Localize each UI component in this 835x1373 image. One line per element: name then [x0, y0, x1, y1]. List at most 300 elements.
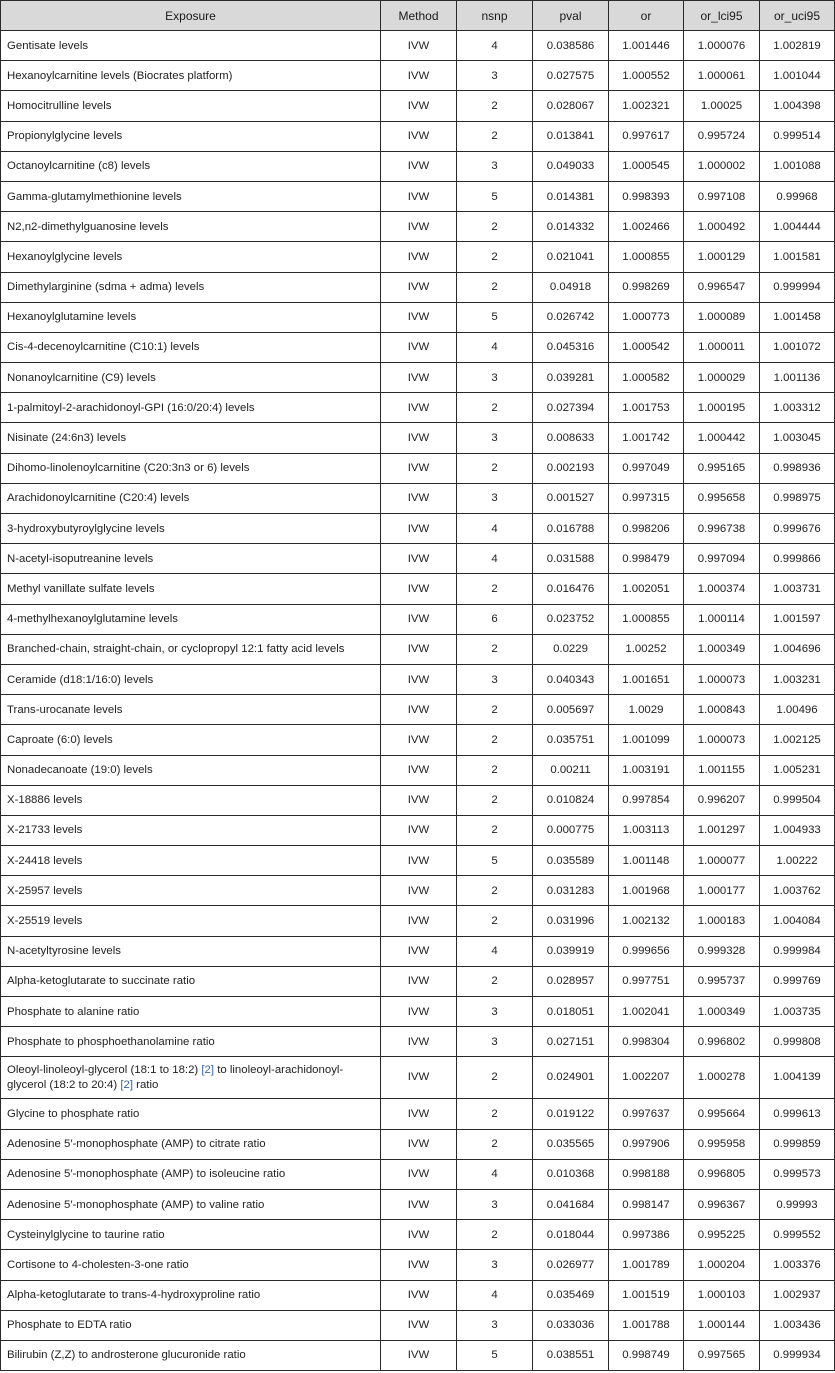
or-uci95-cell: 1.004084 — [760, 906, 835, 936]
pval-cell: 0.031996 — [533, 906, 609, 936]
method-cell: IVW — [381, 664, 457, 694]
or-cell: 0.999656 — [609, 936, 684, 966]
or-cell: 1.002321 — [609, 91, 684, 121]
table-row — [1, 846, 835, 876]
pval-cell: 0.028067 — [533, 91, 609, 121]
table-row — [1, 815, 835, 845]
exposure-cell: Adenosine 5′-monophosphate (AMP) to citrate ratio — [1, 1129, 381, 1159]
method-cell: IVW — [381, 846, 457, 876]
or-uci95-cell: 1.001088 — [760, 151, 835, 181]
or-uci95-cell: 0.999514 — [760, 121, 835, 151]
nsnp-cell: 2 — [457, 393, 533, 423]
or-cell: 1.00252 — [609, 634, 684, 664]
pval-cell: 0.033036 — [533, 1310, 609, 1340]
or-lci95-cell: 0.996547 — [684, 272, 760, 302]
nsnp-cell: 2 — [457, 906, 533, 936]
exposure-cell: Arachidonoylcarnitine (C20:4) levels — [1, 483, 381, 513]
or-cell: 1.002041 — [609, 997, 684, 1027]
nsnp-cell: 2 — [457, 876, 533, 906]
pval-cell: 0.014381 — [533, 181, 609, 211]
nsnp-cell: 2 — [457, 91, 533, 121]
method-cell: IVW — [381, 966, 457, 996]
pval-cell: 0.021041 — [533, 242, 609, 272]
pval-cell: 0.010824 — [533, 785, 609, 815]
pval-cell: 0.005697 — [533, 695, 609, 725]
or-cell: 1.000855 — [609, 604, 684, 634]
or-lci95-cell: 0.995225 — [684, 1220, 760, 1250]
or-uci95-cell: 1.001458 — [760, 302, 835, 332]
table-row — [1, 604, 835, 634]
or-lci95-cell: 1.000195 — [684, 393, 760, 423]
method-cell: IVW — [381, 151, 457, 181]
nsnp-cell: 2 — [457, 272, 533, 302]
table-row — [1, 1220, 835, 1250]
method-cell: IVW — [381, 695, 457, 725]
nsnp-cell: 3 — [457, 483, 533, 513]
nsnp-cell: 3 — [457, 1027, 533, 1057]
table-row — [1, 785, 835, 815]
or-cell: 0.997751 — [609, 966, 684, 996]
method-cell: IVW — [381, 815, 457, 845]
nsnp-cell: 3 — [457, 664, 533, 694]
or-uci95-cell: 1.001136 — [760, 363, 835, 393]
reference-link[interactable]: [2] — [120, 1078, 134, 1091]
table-row — [1, 1340, 835, 1370]
or-lci95-cell: 1.000011 — [684, 332, 760, 362]
table-row — [1, 121, 835, 151]
nsnp-cell: 4 — [457, 332, 533, 362]
exposure-cell: 4-methylhexanoylglutamine levels — [1, 604, 381, 634]
table-row — [1, 1280, 835, 1310]
or-cell: 1.002466 — [609, 212, 684, 242]
nsnp-cell: 3 — [457, 151, 533, 181]
or-lci95-cell: 1.000204 — [684, 1250, 760, 1280]
exposure-cell: Phosphate to alanine ratio — [1, 997, 381, 1027]
or-cell: 1.001148 — [609, 846, 684, 876]
method-cell: IVW — [381, 272, 457, 302]
nsnp-cell: 4 — [457, 31, 533, 61]
or-uci95-cell: 1.004139 — [760, 1057, 835, 1099]
or-uci95-cell: 1.001072 — [760, 332, 835, 362]
pval-cell: 0.019122 — [533, 1099, 609, 1129]
exposure-cell: Ceramide (d18:1/16:0) levels — [1, 664, 381, 694]
method-cell: IVW — [381, 906, 457, 936]
pval-cell: 0.038551 — [533, 1340, 609, 1370]
or-lci95-cell: 0.995724 — [684, 121, 760, 151]
or-uci95-cell: 1.003312 — [760, 393, 835, 423]
or-lci95-cell: 1.000492 — [684, 212, 760, 242]
method-cell: IVW — [381, 544, 457, 574]
or-lci95-cell: 1.000843 — [684, 695, 760, 725]
exposure-cell: Alpha-ketoglutarate to trans-4-hydroxyproline ratio — [1, 1280, 381, 1310]
exposure-cell: Octanoylcarnitine (c8) levels — [1, 151, 381, 181]
or-cell: 0.998749 — [609, 1340, 684, 1370]
method-cell: IVW — [381, 604, 457, 634]
pval-cell: 0.027151 — [533, 1027, 609, 1057]
exposure-cell: 1-palmitoyl-2-arachidonoyl-GPI (16:0/20:4) levels — [1, 393, 381, 423]
or-lci95-cell: 0.995737 — [684, 966, 760, 996]
table-row — [1, 876, 835, 906]
or-uci95-cell: 1.001597 — [760, 604, 835, 634]
header-row — [1, 1, 835, 31]
table-row — [1, 634, 835, 664]
or-cell: 1.001788 — [609, 1310, 684, 1340]
table-row — [1, 574, 835, 604]
exposure-cell: Dimethylarginine (sdma + adma) levels — [1, 272, 381, 302]
or-lci95-cell: 1.000073 — [684, 725, 760, 755]
col-header-or: or — [609, 1, 684, 31]
pval-cell: 0.040343 — [533, 664, 609, 694]
or-lci95-cell: 1.000103 — [684, 1280, 760, 1310]
nsnp-cell: 3 — [457, 363, 533, 393]
method-cell: IVW — [381, 1159, 457, 1189]
exposure-cell: Caproate (6:0) levels — [1, 725, 381, 755]
method-cell: IVW — [381, 1340, 457, 1370]
or-cell: 0.998304 — [609, 1027, 684, 1057]
exposure-cell: Cis-4-decenoylcarnitine (C10:1) levels — [1, 332, 381, 362]
pval-cell: 0.035751 — [533, 725, 609, 755]
col-header-nsnp: nsnp — [457, 1, 533, 31]
or-uci95-cell: 1.004444 — [760, 212, 835, 242]
method-cell: IVW — [381, 634, 457, 664]
table-row — [1, 755, 835, 785]
exposure-cell: 3-hydroxybutyroylglycine levels — [1, 514, 381, 544]
or-cell: 1.001519 — [609, 1280, 684, 1310]
table-row — [1, 664, 835, 694]
or-uci95-cell: 1.00496 — [760, 695, 835, 725]
pval-cell: 0.039281 — [533, 363, 609, 393]
or-uci95-cell: 1.003436 — [760, 1310, 835, 1340]
or-lci95-cell: 1.000442 — [684, 423, 760, 453]
pval-cell: 0.041684 — [533, 1189, 609, 1219]
or-cell: 0.997049 — [609, 453, 684, 483]
or-cell: 1.000582 — [609, 363, 684, 393]
pval-cell: 0.024901 — [533, 1057, 609, 1099]
nsnp-cell: 5 — [457, 302, 533, 332]
or-cell: 0.997617 — [609, 121, 684, 151]
or-lci95-cell: 0.996805 — [684, 1159, 760, 1189]
col-header-or-uci95: or_uci95 — [760, 1, 835, 31]
nsnp-cell: 6 — [457, 604, 533, 634]
or-cell: 1.001099 — [609, 725, 684, 755]
or-uci95-cell: 1.003735 — [760, 997, 835, 1027]
nsnp-cell: 3 — [457, 997, 533, 1027]
reference-link[interactable]: [2] — [201, 1063, 215, 1076]
nsnp-cell: 3 — [457, 1250, 533, 1280]
pval-cell: 0.018051 — [533, 997, 609, 1027]
exposure-cell: Phosphate to phosphoethanolamine ratio — [1, 1027, 381, 1057]
or-cell: 1.001651 — [609, 664, 684, 694]
exposure-cell: Nonadecanoate (19:0) levels — [1, 755, 381, 785]
or-uci95-cell: 1.004398 — [760, 91, 835, 121]
table-row — [1, 1099, 835, 1129]
method-cell: IVW — [381, 1129, 457, 1159]
or-cell: 1.000542 — [609, 332, 684, 362]
table-row — [1, 1189, 835, 1219]
or-uci95-cell: 1.005231 — [760, 755, 835, 785]
table-row — [1, 91, 835, 121]
exposure-cell: N-acetyltyrosine levels — [1, 936, 381, 966]
nsnp-cell: 3 — [457, 1310, 533, 1340]
table-row — [1, 151, 835, 181]
exposure-cell: Dihomo-linolenoylcarnitine (C20:3n3 or 6) levels — [1, 453, 381, 483]
nsnp-cell: 5 — [457, 181, 533, 211]
method-cell: IVW — [381, 483, 457, 513]
table-row — [1, 966, 835, 996]
method-cell: IVW — [381, 61, 457, 91]
method-cell: IVW — [381, 514, 457, 544]
exposure-cell: Nonanoylcarnitine (C9) levels — [1, 363, 381, 393]
or-cell: 1.000773 — [609, 302, 684, 332]
or-cell: 1.000545 — [609, 151, 684, 181]
method-cell: IVW — [381, 574, 457, 604]
or-lci95-cell: 1.000183 — [684, 906, 760, 936]
pval-cell: 0.027575 — [533, 61, 609, 91]
or-uci95-cell: 1.003045 — [760, 423, 835, 453]
pval-cell: 0.035589 — [533, 846, 609, 876]
method-cell: IVW — [381, 785, 457, 815]
or-uci95-cell: 0.999994 — [760, 272, 835, 302]
method-cell: IVW — [381, 393, 457, 423]
method-cell: IVW — [381, 1057, 457, 1099]
exposure-cell: Hexanoylglycine levels — [1, 242, 381, 272]
or-lci95-cell: 1.000073 — [684, 664, 760, 694]
table-row — [1, 61, 835, 91]
nsnp-cell: 4 — [457, 544, 533, 574]
method-cell: IVW — [381, 242, 457, 272]
or-cell: 1.0029 — [609, 695, 684, 725]
exposure-cell: Cortisone to 4-cholesten-3-one ratio — [1, 1250, 381, 1280]
table-row — [1, 544, 835, 574]
or-cell: 0.998206 — [609, 514, 684, 544]
pval-cell: 0.014332 — [533, 212, 609, 242]
or-cell: 1.000855 — [609, 242, 684, 272]
table-row — [1, 514, 835, 544]
or-lci95-cell: 1.001297 — [684, 815, 760, 845]
or-cell: 1.002132 — [609, 906, 684, 936]
pval-cell: 0.016476 — [533, 574, 609, 604]
exposure-cell: X-24418 levels — [1, 846, 381, 876]
exposure-cell: Phosphate to EDTA ratio — [1, 1310, 381, 1340]
nsnp-cell: 3 — [457, 61, 533, 91]
table-row — [1, 695, 835, 725]
or-cell: 1.001446 — [609, 31, 684, 61]
or-uci95-cell: 0.999504 — [760, 785, 835, 815]
or-lci95-cell: 1.001155 — [684, 755, 760, 785]
pval-cell: 0.045316 — [533, 332, 609, 362]
or-uci95-cell: 0.999613 — [760, 1099, 835, 1129]
pval-cell: 0.039919 — [533, 936, 609, 966]
exposure-cell: Gamma-glutamylmethionine levels — [1, 181, 381, 211]
or-uci95-cell: 0.999676 — [760, 514, 835, 544]
pval-cell: 0.031588 — [533, 544, 609, 574]
or-cell: 0.997315 — [609, 483, 684, 513]
pval-cell: 0.008633 — [533, 423, 609, 453]
exposure-cell: Methyl vanillate sulfate levels — [1, 574, 381, 604]
method-cell: IVW — [381, 1099, 457, 1129]
or-uci95-cell: 0.999934 — [760, 1340, 835, 1370]
or-uci95-cell: 1.002937 — [760, 1280, 835, 1310]
method-cell: IVW — [381, 876, 457, 906]
exposure-cell: Nisinate (24:6n3) levels — [1, 423, 381, 453]
or-lci95-cell: 0.995958 — [684, 1129, 760, 1159]
exposure-cell: Branched-chain, straight-chain, or cyclopropyl 12:1 fatty acid levels — [1, 634, 381, 664]
nsnp-cell: 3 — [457, 423, 533, 453]
or-lci95-cell: 1.000129 — [684, 242, 760, 272]
nsnp-cell: 2 — [457, 453, 533, 483]
or-cell: 0.998479 — [609, 544, 684, 574]
pval-cell: 0.001527 — [533, 483, 609, 513]
method-cell: IVW — [381, 1189, 457, 1219]
or-lci95-cell: 1.000077 — [684, 846, 760, 876]
or-uci95-cell: 0.999573 — [760, 1159, 835, 1189]
exposure-text: ratio — [133, 1078, 159, 1091]
table-row — [1, 31, 835, 61]
table-row — [1, 272, 835, 302]
or-cell: 0.997906 — [609, 1129, 684, 1159]
nsnp-cell: 2 — [457, 212, 533, 242]
pval-cell: 0.035565 — [533, 1129, 609, 1159]
table-row — [1, 1159, 835, 1189]
table-row — [1, 302, 835, 332]
exposure-cell: Cysteinylglycine to taurine ratio — [1, 1220, 381, 1250]
pval-cell: 0.038586 — [533, 31, 609, 61]
or-cell: 0.998393 — [609, 181, 684, 211]
table-row — [1, 936, 835, 966]
or-cell: 1.001968 — [609, 876, 684, 906]
or-cell: 1.002051 — [609, 574, 684, 604]
table-row — [1, 906, 835, 936]
pval-cell: 0.00211 — [533, 755, 609, 785]
nsnp-cell: 2 — [457, 574, 533, 604]
pval-cell: 0.0229 — [533, 634, 609, 664]
nsnp-cell: 2 — [457, 1129, 533, 1159]
table-body — [1, 31, 835, 1371]
exposure-cell: X-25519 levels — [1, 906, 381, 936]
pval-cell: 0.016788 — [533, 514, 609, 544]
nsnp-cell: 4 — [457, 1159, 533, 1189]
exposure-cell: Hexanoylglutamine levels — [1, 302, 381, 332]
col-header-exposure: Exposure — [1, 1, 381, 31]
or-uci95-cell: 0.998975 — [760, 483, 835, 513]
method-cell: IVW — [381, 363, 457, 393]
exposure-cell — [1, 1057, 381, 1099]
method-cell: IVW — [381, 1250, 457, 1280]
method-cell: IVW — [381, 332, 457, 362]
or-cell: 1.003113 — [609, 815, 684, 845]
or-uci95-cell: 1.004933 — [760, 815, 835, 845]
pval-cell: 0.04918 — [533, 272, 609, 302]
exposure-cell: Glycine to phosphate ratio — [1, 1099, 381, 1129]
pval-cell: 0.010368 — [533, 1159, 609, 1189]
table-row — [1, 453, 835, 483]
or-lci95-cell: 1.000114 — [684, 604, 760, 634]
exposure-cell: Hexanoylcarnitine levels (Biocrates platform) — [1, 61, 381, 91]
table-row — [1, 212, 835, 242]
pval-cell: 0.018044 — [533, 1220, 609, 1250]
exposure-cell: Propionylglycine levels — [1, 121, 381, 151]
pval-cell: 0.035469 — [533, 1280, 609, 1310]
or-lci95-cell: 0.999328 — [684, 936, 760, 966]
method-cell: IVW — [381, 1280, 457, 1310]
or-lci95-cell: 1.000374 — [684, 574, 760, 604]
method-cell: IVW — [381, 212, 457, 242]
nsnp-cell: 2 — [457, 966, 533, 996]
method-cell: IVW — [381, 725, 457, 755]
or-lci95-cell: 0.995165 — [684, 453, 760, 483]
or-lci95-cell: 1.000002 — [684, 151, 760, 181]
or-uci95-cell: 0.999984 — [760, 936, 835, 966]
or-cell: 1.000552 — [609, 61, 684, 91]
or-cell: 1.003191 — [609, 755, 684, 785]
pval-cell: 0.026977 — [533, 1250, 609, 1280]
exposure-cell: N-acetyl-isoputreanine levels — [1, 544, 381, 574]
table-row — [1, 1057, 835, 1099]
pval-cell: 0.013841 — [533, 121, 609, 151]
or-lci95-cell: 1.000349 — [684, 997, 760, 1027]
method-cell: IVW — [381, 1220, 457, 1250]
nsnp-cell: 2 — [457, 755, 533, 785]
or-lci95-cell: 1.000061 — [684, 61, 760, 91]
or-uci95-cell: 0.99968 — [760, 181, 835, 211]
or-lci95-cell: 0.995664 — [684, 1099, 760, 1129]
or-cell: 0.998147 — [609, 1189, 684, 1219]
or-uci95-cell: 1.002125 — [760, 725, 835, 755]
method-cell: IVW — [381, 997, 457, 1027]
or-uci95-cell: 0.999859 — [760, 1129, 835, 1159]
pval-cell: 0.028957 — [533, 966, 609, 996]
table-row — [1, 483, 835, 513]
or-uci95-cell: 1.00222 — [760, 846, 835, 876]
table-row — [1, 1250, 835, 1280]
or-cell: 0.998188 — [609, 1159, 684, 1189]
or-lci95-cell: 1.000029 — [684, 363, 760, 393]
method-cell: IVW — [381, 755, 457, 785]
pval-cell: 0.023752 — [533, 604, 609, 634]
or-lci95-cell: 0.997094 — [684, 544, 760, 574]
nsnp-cell: 5 — [457, 846, 533, 876]
or-lci95-cell: 0.997565 — [684, 1340, 760, 1370]
or-cell: 1.001753 — [609, 393, 684, 423]
or-lci95-cell: 1.000177 — [684, 876, 760, 906]
or-uci95-cell: 0.99993 — [760, 1189, 835, 1219]
nsnp-cell: 2 — [457, 1057, 533, 1099]
or-lci95-cell: 1.00025 — [684, 91, 760, 121]
table-row — [1, 1129, 835, 1159]
exposure-text: Oleoyl-linoleoyl-glycerol (18:1 to 18:2) — [7, 1063, 202, 1076]
table-row — [1, 332, 835, 362]
or-uci95-cell: 1.004696 — [760, 634, 835, 664]
exposure-cell: X-25957 levels — [1, 876, 381, 906]
or-cell: 1.002207 — [609, 1057, 684, 1099]
or-uci95-cell: 0.998936 — [760, 453, 835, 483]
or-lci95-cell: 1.000089 — [684, 302, 760, 332]
table-row — [1, 363, 835, 393]
or-uci95-cell: 1.003231 — [760, 664, 835, 694]
or-lci95-cell: 0.996367 — [684, 1189, 760, 1219]
nsnp-cell: 3 — [457, 1189, 533, 1219]
method-cell: IVW — [381, 423, 457, 453]
table-row — [1, 423, 835, 453]
method-cell: IVW — [381, 302, 457, 332]
or-cell: 0.997637 — [609, 1099, 684, 1129]
or-lci95-cell: 0.996207 — [684, 785, 760, 815]
or-lci95-cell: 1.000076 — [684, 31, 760, 61]
or-uci95-cell: 1.001581 — [760, 242, 835, 272]
or-lci95-cell: 0.995658 — [684, 483, 760, 513]
table-row — [1, 393, 835, 423]
method-cell: IVW — [381, 453, 457, 483]
